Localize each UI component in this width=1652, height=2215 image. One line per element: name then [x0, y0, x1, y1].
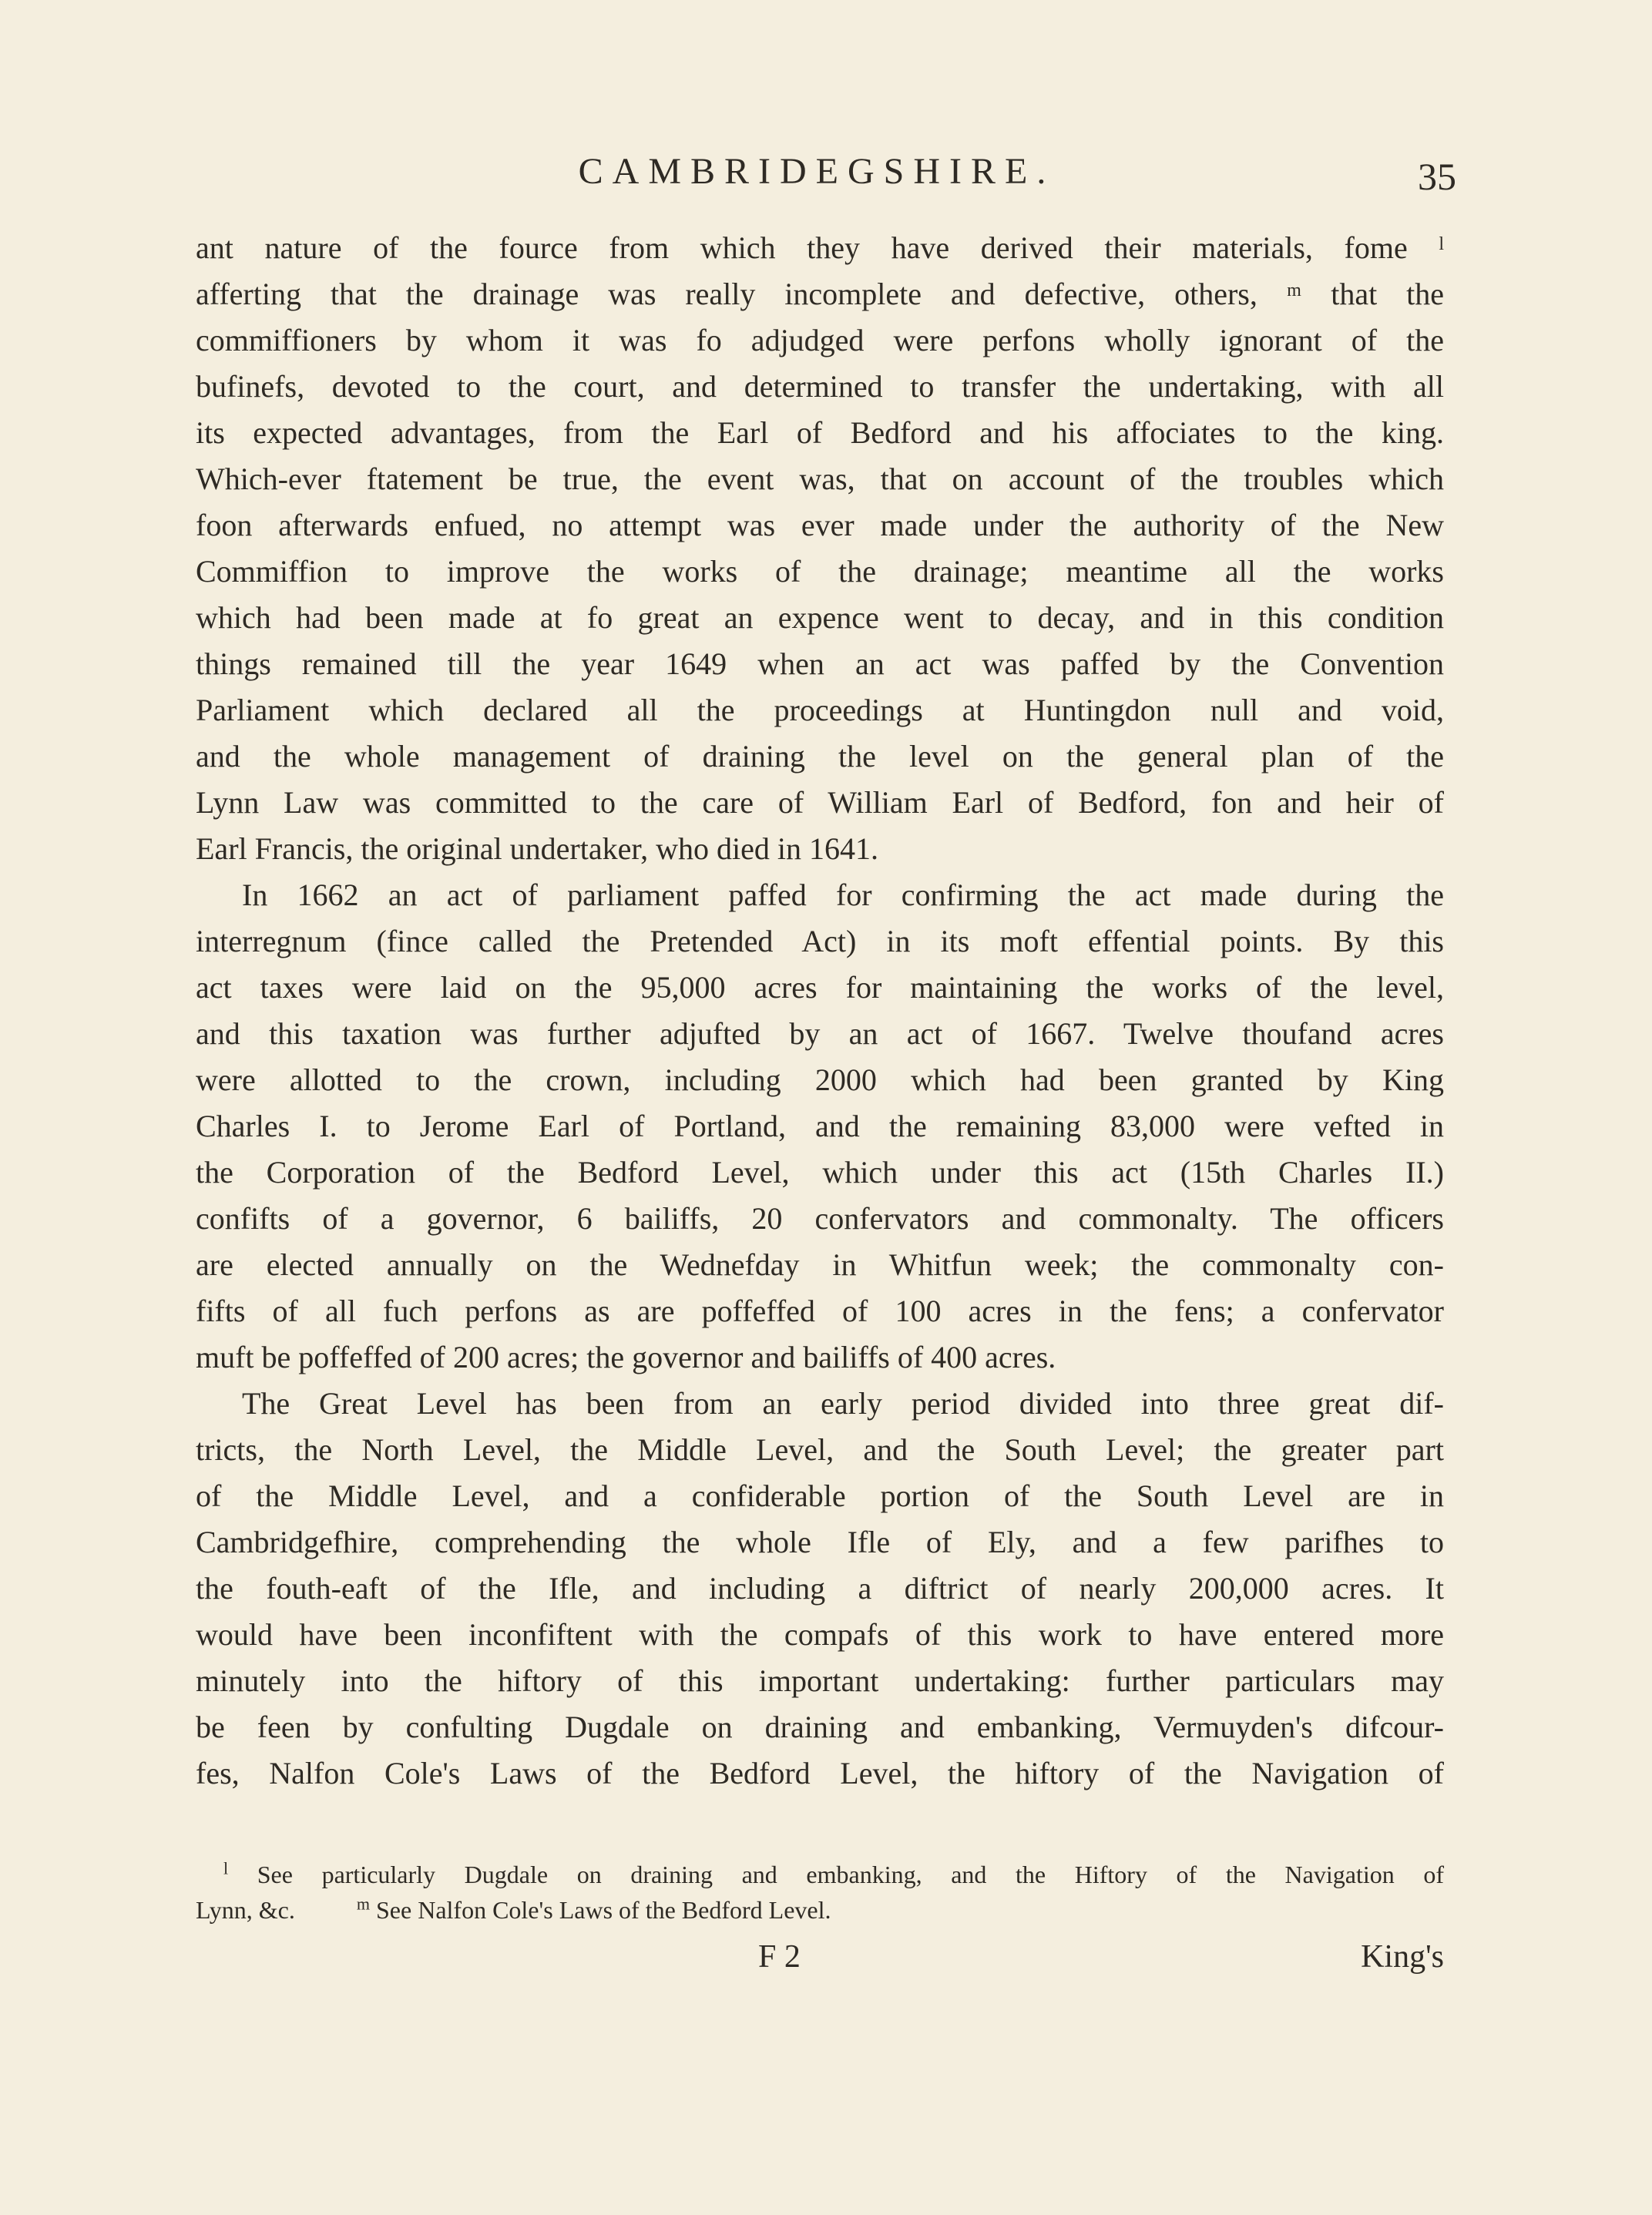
- text-line: commiffioners by whom it was fo adjudged were perfons wholly ignorant of the: [196, 323, 1444, 357]
- text-line: Earl Francis, the original undertaker, who died in 1641.: [196, 831, 878, 866]
- text-line: The Great Level has been from an early period divided into three great dif-: [242, 1386, 1444, 1421]
- text-line: would have been inconfiftent with the compafs of this work to have entered more: [196, 1617, 1444, 1652]
- signature-mark: F 2: [758, 1939, 801, 1975]
- catchword: King's: [1361, 1939, 1444, 1975]
- text-line: and the whole management of draining the level on the general plan of the: [196, 739, 1444, 774]
- text-line: the fouth-eaft of the Ifle, and including a diftrict of nearly 200,000 acres. It: [196, 1571, 1444, 1606]
- text-line: its expected advantages, from the Earl of Bedford and his affociates to the king.: [196, 415, 1444, 450]
- text-line: of the Middle Level, and a confiderable portion of the South Level are in: [196, 1478, 1444, 1513]
- footnote-continuation: [196, 1892, 1444, 1928]
- running-title: CAMBRIDEGSHIRE.: [578, 151, 1056, 192]
- text-line: afferting that the drainage was really incomplete and defective, others, ᵐ that the: [196, 277, 1444, 311]
- text-line: Parliament which declared all the proceedings at Huntingdon null and void,: [196, 693, 1444, 727]
- page-number: 35: [1418, 155, 1456, 198]
- text-line: Commiffion to improve the works of the drainage; meantime all the works: [196, 554, 1444, 589]
- footnote-text: See particularly Dugdale on draining and embanking, and the Hiftory of the Navigation of: [257, 1861, 1445, 1888]
- text-line: things remained till the year 1649 when an act was paffed by the Convention: [196, 646, 1444, 681]
- text-line: fes, Nalfon Cole's Laws of the Bedford Level, the hiftory of the Navigation of: [196, 1756, 1444, 1790]
- text-line: muft be poffeffed of 200 acres; the governor and bailiffs of 400 acres.: [196, 1340, 1056, 1374]
- footnote-m-text: See Nalfon Cole's Laws of the Bedford Level.: [376, 1896, 831, 1924]
- footnotes: [196, 1857, 1444, 1928]
- body-text: [196, 225, 1444, 1797]
- text-line: Charles I. to Jerome Earl of Portland, and the remaining 83,000 were vefted in: [196, 1109, 1444, 1143]
- text-line: bufinefs, devoted to the court, and determined to transfer the undertaking, with all: [196, 369, 1444, 404]
- text-line: In 1662 an act of parliament paffed for confirming the act made during the: [242, 878, 1444, 912]
- text-line: Which-ever ftatement be true, the event was, that on account of the troubles which: [196, 461, 1444, 496]
- text-line: tricts, the North Level, the Middle Level, and the South Level; the greater part: [196, 1432, 1444, 1467]
- text-line: be feen by confulting Dugdale on draining and embanking, Vermuyden's difcour-: [196, 1710, 1444, 1744]
- footnote-text: Lynn, &c.: [196, 1896, 295, 1924]
- text-line: Cambridgefhire, comprehending the whole Ifle of Ely, and a few parifhes to: [196, 1525, 1444, 1559]
- text-line: Lynn Law was committed to the care of William Earl of Bedford, fon and heir of: [196, 785, 1444, 820]
- footnote-l: [196, 1857, 1444, 1892]
- text-line: minutely into the hiftory of this important undertaking: further particulars may: [196, 1663, 1444, 1698]
- text-line: the Corporation of the Bedford Level, which under this act (15th Charles II.): [196, 1155, 1444, 1190]
- text-line: act taxes were laid on the 95,000 acres for maintaining the works of the level,: [196, 970, 1444, 1005]
- footnote-marker: m: [356, 1894, 370, 1914]
- text-line: and this taxation was further adjufted by an act of 1667. Twelve thoufand acres: [196, 1016, 1444, 1051]
- text-line: foon afterwards enfued, no attempt was ever made under the authority of the New: [196, 508, 1444, 542]
- text-line: are elected annually on the Wednefday in Whitfun week; the commonalty con-: [196, 1247, 1444, 1282]
- page-footer: [196, 1935, 1444, 1978]
- footnote-marker: l: [223, 1858, 229, 1878]
- text-line: which had been made at fo great an expence went to decay, and in this condition: [196, 600, 1444, 635]
- text-line: fifts of all fuch perfons as are poffeffed of 100 acres in the fens; a confervator: [196, 1294, 1444, 1328]
- page-header: [0, 145, 1652, 199]
- text-line: were allotted to the crown, including 2000 which had been granted by King: [196, 1062, 1444, 1097]
- text-line: confifts of a governor, 6 bailiffs, 20 confervators and commonalty. The officers: [196, 1201, 1444, 1236]
- text-line: ant nature of the fource from which they have derived their materials, fome ˡ: [196, 230, 1444, 265]
- text-line: interregnum (fince called the Pretended Act) in its moft effential points. By this: [196, 924, 1444, 958]
